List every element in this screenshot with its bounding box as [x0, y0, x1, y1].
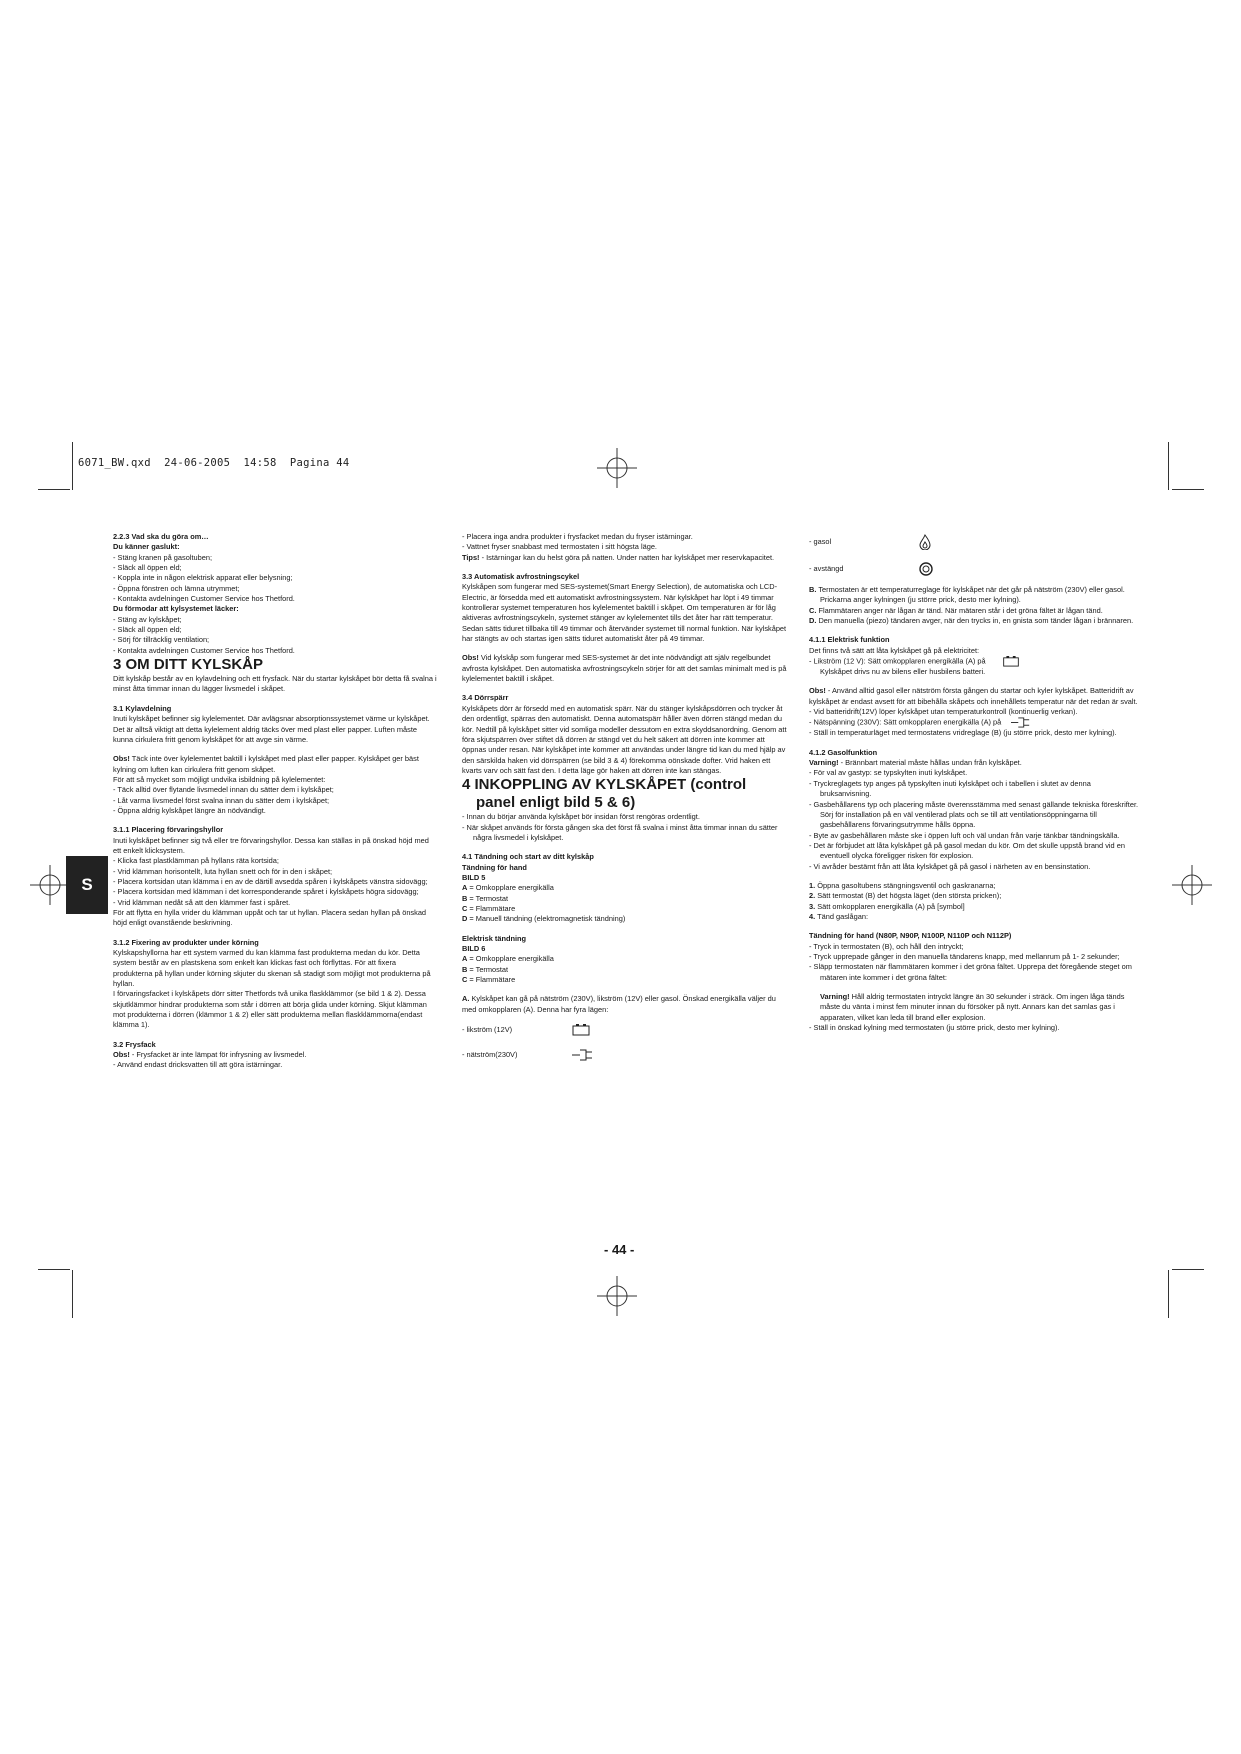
list-coolant-leak	[113, 615, 437, 656]
off-icon	[919, 562, 933, 576]
list-item: - Vi avråder bestämt från att låta kylskåpet gå på gasol i närheten av en bensinstation.	[809, 861, 1091, 871]
list-item: - Stäng av kylskåpet;	[113, 614, 182, 624]
note-paragraph: Obs! Täck inte över kylelementet baktill i kylskåpet med plast eller papper. Kylskåpet ger bäst kylning om luften kan cirkulera fritt genom skåpet.	[113, 754, 419, 774]
paragraph: För att flytta en hylla vrider du klämman uppåt och tar ut hyllan. Placera sedan hyllan på önskad höjd enligt ovanstående beskrivning.	[113, 908, 427, 928]
list-item: - Innan du börjar använda kylskåpet bör insidan först rengöras ordentligt.	[462, 812, 700, 822]
note-label: Obs!	[462, 653, 479, 663]
legend-item: B = Termostat	[462, 893, 509, 903]
paragraph: A. Kylskåpet kan gå på nätström (230V), likström (12V) eller gasol. Önskad energikälla väljer du med omkopplaren (A). Denna har fyra lägen:	[462, 994, 776, 1014]
heading-4-1-2: 4.1.2 Gasolfunktion	[809, 747, 878, 757]
crop-mark	[38, 1269, 70, 1270]
crop-mark	[72, 1270, 73, 1318]
legend-item: A = Omkopplare energikälla	[462, 954, 554, 964]
heading-4: 4 INKOPPLING AV KYLSKÅPET (control panel enligt bild 5 & 6)	[462, 776, 747, 812]
mode-label: - likström (12V)	[462, 1024, 513, 1034]
list-item: - Vid batteridrift(12V) löper kylskåpet utan temperaturkontroll (kontinuerlig verkan).	[809, 707, 1078, 717]
paragraph: Kylskåpets dörr är försedd med en automatisk spärr. När du stänger kylskåpsdörren och trycker åt den ordentligt, spärras den automatiskt. Denna automatspärr håller även dörren stängd medan du kör. Nedtill på kylskåpet sitter vid somliga modeller dessutom en extra skyddsanordning. Genom att föra skjutspärren över stiftet då dörren är stängd vet du helt säkert att dörren inte kommer att öppnas under resan. När kylskåpet inte kommer att användas under längre tid kan du med hjälp av den särskilda haken vid dörrspärren (se bild 3 & 4) förekomma oönskade dofter. Vrid haken ett kvarts varv och sätt fast den. I detta läge gör haken att dörren inte kan stängas.	[462, 703, 787, 775]
plug-icon	[572, 1049, 594, 1061]
heading-3-1-1: 3.1.1 Placering förvaringshyllor	[113, 825, 224, 835]
registration-mark-icon	[1172, 865, 1212, 905]
paragraph: C. Flammätaren anger när lågan är tänd. När mätaren står i det gröna fältet är lågan tänd.	[809, 605, 1103, 615]
list-gas-leak	[113, 553, 437, 605]
crop-mark	[1168, 1270, 1169, 1318]
note-paragraph: Obs! Vid kylskåp som fungerar med SES-systemet är det inte nödvändigt att själv regelbundet avfrosta kylskåpet. Den automatiska avfrostningscykeln sörjer för att det samlas minimalt med is på kylelementet baktill i skåpet.	[462, 653, 787, 684]
list-item: - Öppna fönstren och lämna utrymmet;	[113, 583, 240, 593]
list-item: - Kontakta avdelningen Customer Service hos Thetford.	[113, 594, 295, 604]
list-item: - När skåpet används för första gången ska det först få svalna i minst åtta timmar innan du sätter några livsmedel i kylskåpet.	[462, 822, 778, 842]
list-item: - Placera kortsidan utan klämma i en av de därtill avsedda spåren i kylskåpets vänstra sidovägg;	[113, 876, 428, 886]
list-item: - Sörj för tillräcklig ventilation;	[113, 635, 210, 645]
figure-label: BILD 6	[462, 944, 486, 953]
crop-mark	[38, 489, 70, 490]
paragraph: I förvaringsfacket i kylskåpets dörr sitter Thetfords två unika flaskklämmor (se bild 1 & 2). Dessa skjutklämmor hindrar produkterna som står i dörren att börja glida under körning. Skjut klämman mot produkterna i dörren (klämmor 1 & 2) eller sätt produkterna mellan flaskklämmorna(endast klämma 1).	[113, 989, 427, 1030]
paragraph: Ditt kylskåp består av en kylavdelning och ett frysfack. När du startar kylskåpet bör detta få svalna i minst åtta timmar innan du lägger livsmedel i skåpet.	[113, 674, 437, 694]
paragraph: Kylskåpet drivs nu av bilens eller husbilens batteri.	[820, 667, 986, 677]
battery-icon	[1002, 656, 1020, 667]
list-item: - Tryck upprepade gånger in den manuella tändarens knapp, med mellanrum på 1- 2 sekunder;	[809, 951, 1120, 961]
list-item: - Släpp termostaten när flammätaren kommer i det gröna fältet. Upprepa det föregående steget om mätaren inte kommer i det gröna fältet:	[809, 962, 1132, 982]
mode-row-gas	[809, 534, 1139, 550]
list-item: - Vrid klämman nedåt så att den klämmer fast i spåret.	[113, 897, 291, 907]
language-tab: S	[66, 856, 108, 914]
subheading-manual-ignition: Tändning för hand	[462, 862, 527, 872]
step-item: 3. Sätt omkopplaren energikälla (A) på [symbol]	[809, 901, 965, 911]
crop-mark	[1172, 1269, 1204, 1270]
list-item: - Vrid klämman horisontellt, luta hyllan snett och för in den i skåpet;	[113, 866, 333, 876]
subheading-manual-ignition-models: Tändning för hand (N80P, N90P, N100P, N110P och N112P)	[809, 931, 1012, 941]
file-slug: 6071_BW.qxd 24-06-2005 14:58 Pagina 44	[78, 457, 350, 469]
column-3	[809, 532, 1139, 1033]
heading-3-4: 3.4 Dörrspärr	[462, 693, 509, 703]
step-item: 4. Tänd gaslågan:	[809, 911, 869, 921]
legend-item: C = Flammätare	[462, 903, 516, 913]
tip-paragraph: Tips! - Istärningar kan du helst göra på natten. Under natten har kylskåpet mer reservkapacitet.	[462, 552, 775, 562]
note-paragraph: Obs! - Använd alltid gasol eller nätström första gången du startar och kyler kylskåpet. Batteridrift av kylskåpet är endast avsett för att bibehålla skåpets och innehållets temperatur när det redan är svalt.	[809, 686, 1138, 706]
paragraph: Inuti kylskåpet befinner sig kylelementet. Där avlägsnar absorptionssystemet värme ur kylskåpet. Det är alltså viktigt att detta kylelement aldrig täcks över med plast eller papper. Luften måste kunna cirkulera fritt genom kylskåpet för att avge sin värme.	[113, 714, 430, 744]
mode-label: - gasol	[809, 536, 832, 546]
list-item: - Likström (12 V): Sätt omkopplaren energikälla (A) på	[809, 656, 1139, 667]
list-item: - Placera kortsidan med klämman i det korresponderande spåret i kylskåpets högra sidovägg;	[113, 887, 419, 897]
crop-mark	[1168, 442, 1169, 490]
note-paragraph: Obs! - Frysfacket är inte lämpat för infrysning av livsmedel.	[113, 1050, 307, 1060]
plug-icon	[1011, 717, 1031, 728]
list-item: - Nätspänning (230V): Sätt omkopplaren energikälla (A) på	[809, 717, 1139, 728]
list-item: - Släck all öppen eld;	[113, 625, 182, 635]
list-item: - Det är förbjudet att låta kylskåpet gå på gasol medan du kör. Om det skulle uppstå brand vid en eventuell olycka föreligger risken för explosion.	[809, 840, 1125, 861]
note-label: Obs!	[113, 1050, 130, 1060]
paragraph: D. Den manuella (piezo) tändaren avger, när den trycks in, en gnista som tänder lågan i brännaren.	[809, 616, 1134, 626]
list-item: - Kontakta avdelningen Customer Service hos Thetford.	[113, 645, 295, 655]
paragraph: Det finns två sätt att låta kylskåpet gå på elektricitet:	[809, 645, 980, 655]
list-item: - Tryck in termostaten (B), och håll den intryckt;	[809, 941, 964, 951]
mode-row-ac	[462, 1049, 788, 1061]
step-item: 1. Öppna gasoltubens stängningsventil och gaskranarna;	[809, 880, 996, 890]
subheading-electric-ignition: Elektrisk tändning	[462, 933, 527, 943]
list-item: - Ställ in önskad kylning med termostaten (ju större prick, desto mer kylning).	[809, 1023, 1060, 1033]
legend-item: D = Manuell tändning (elektromagnetisk tändning)	[462, 914, 626, 924]
legend-item: B = Termostat	[462, 964, 509, 974]
registration-mark-icon	[597, 1276, 637, 1316]
step-item: 2. Sätt termostat (B) det högsta läget (den största pricken);	[809, 891, 1002, 901]
column-1	[113, 532, 437, 1071]
list-item: - För val av gastyp: se typskylten inuti kylskåpet.	[809, 768, 968, 778]
subheading-coolant-leak: Du förmodar att kylsystemet läcker:	[113, 604, 239, 614]
list-item: - Byte av gasbehållaren måste ske i öppen luft och väl undan från varje tänkbar tändningskälla.	[809, 830, 1120, 840]
heading-4-1: 4.1 Tändning och start av ditt kylskåp	[462, 852, 594, 862]
heading-3-1: 3.1 Kylavdelning	[113, 703, 172, 713]
list-item: - Tryckreglagets typ anges på typskylten inuti kylskåpet och i tabellen i slutet av denna bruksanvisning.	[809, 778, 1091, 799]
list-item: - Koppla inte in någon elektrisk apparat eller belysning;	[113, 573, 293, 583]
paragraph: För att så mycket som möjligt undvika isbildning på kylelementet:	[113, 774, 326, 784]
list-item: - Klicka fast plastklämman på hyllans räta kortsida;	[113, 856, 279, 866]
mode-label: - avstängd	[809, 563, 844, 573]
warning-paragraph: Varning! - Brännbart material måste hållas undan från kylskåpet.	[809, 758, 1022, 768]
heading-4-1-1: 4.1.1 Elektrisk funktion	[809, 635, 890, 645]
crop-mark	[72, 442, 73, 490]
subheading-gas-leak: Du känner gaslukt:	[113, 542, 180, 552]
battery-icon	[572, 1024, 590, 1036]
list-item: - Vattnet fryser snabbast med termostaten i sitt högsta läge.	[462, 542, 657, 552]
heading-3-3: 3.3 Automatisk avfrostningscykel	[462, 572, 580, 582]
mode-row-dc	[462, 1024, 788, 1036]
heading-3-2: 3.2 Frysfack	[113, 1039, 156, 1049]
tip-label: Tips!	[462, 552, 480, 562]
list-item: - Ställ in temperaturläget med termostatens vridreglage (B) (ju större prick, desto mer kylning).	[809, 728, 1117, 738]
legend-item: A = Omkopplare energikälla	[462, 883, 554, 893]
column-2	[462, 532, 788, 1061]
paragraph: Kylskåpen som fungerar med SES-systemet(Smart Energy Selection), de automatiska och LCD-Electric, är försedda med ett automatiskt avfrostningssystem. När kylskåpet har löpt i 49 timmar kontrollerar systemet temperaturen hos kylelementet baktill i skåpet. Om temperaturen är för låg aktiveras avfrostningscykeln, systemet stänger av kylelementet tills det åter har rätt temperatur. Sedan sätts tiduret tillbaka till 49 timmar och återvänder systemet till normal funktion. När kylskåpet har stängts av och startas igen sätts tiduret automatiskt åter på 49 timmar.	[462, 582, 787, 644]
mode-row-off	[809, 562, 1139, 576]
mode-label: - nätström(230V)	[462, 1049, 518, 1059]
list-item: - Täck alltid över flytande livsmedel innan du sätter dem i kylskåpet;	[113, 785, 334, 795]
paragraph: B. Termostaten är ett temperaturreglage för kylskåpet när det går på nätström (230V) eller gasol. Prickarna anger kylningen (ju större prick, desto mer kylning).	[809, 585, 1125, 605]
crop-mark	[1172, 489, 1204, 490]
heading-3: 3 OM DITT KYLSKÅP	[113, 656, 264, 674]
list-item: - Släck all öppen eld;	[113, 563, 182, 573]
list-item: - Låt varma livsmedel först svalna innan du sätter dem i kylskåpet;	[113, 795, 330, 805]
legend-item: C = Flammätare	[462, 975, 516, 985]
registration-mark-icon	[30, 865, 70, 905]
paragraph: Inuti kylskåpet befinner sig två eller tre förvaringshyllor. Dessa kan ställas in på önskad höjd med ett enkelt klicksystem.	[113, 835, 429, 855]
list-item: - Använd endast dricksvatten till att göra istärningar.	[113, 1060, 283, 1070]
note-label: Obs!	[113, 754, 130, 764]
heading-2-2-3: 2.2.3 Vad ska du göra om…	[113, 532, 209, 541]
list-item: - Placera inga andra produkter i frysfacket medan du fryser istärningar.	[462, 532, 693, 541]
flame-icon	[919, 534, 931, 550]
paragraph: Kylskapshyllorna har ett system varmed du kan klämma fast produkterna medan du kör. Detta system består av en plastskena som enkelt kan klickas fast och förflyttas. För att fixera produkterna på hyllan under körning skjuter du skenan så stadigt som möjligt mot produkterna på hyllan.	[113, 948, 431, 989]
figure-label: BILD 5	[462, 872, 486, 882]
page-number: - 44 -	[604, 1242, 635, 1257]
heading-3-1-2: 3.1.2 Fixering av produkter under körning	[113, 937, 259, 947]
list-item: - Gasbehållarens typ och placering måste överensstämma med senast gällande tekniska föreskrifter. Sörj för installation på en väl ventilerad plats och se till att ventilationsöppningarna till gasbehållarens förvaringsutrymme hålls öppna.	[809, 799, 1139, 830]
list-item: - Öppna aldrig kylskåpet längre än nödvändigt.	[113, 805, 266, 815]
warning-paragraph: Varning! Håll aldrig termostaten intryckt längre än 30 sekunder i sträck. Om ingen låga tänds måste du vänta i minst fem minuter innan du försöker på nytt. Annars kan det samlas gas i apparaten, vilket kan leda till brand eller explosion.	[820, 992, 1125, 1022]
registration-mark-icon	[597, 448, 637, 488]
list-item: - Stäng kranen på gasoltuben;	[113, 552, 213, 562]
